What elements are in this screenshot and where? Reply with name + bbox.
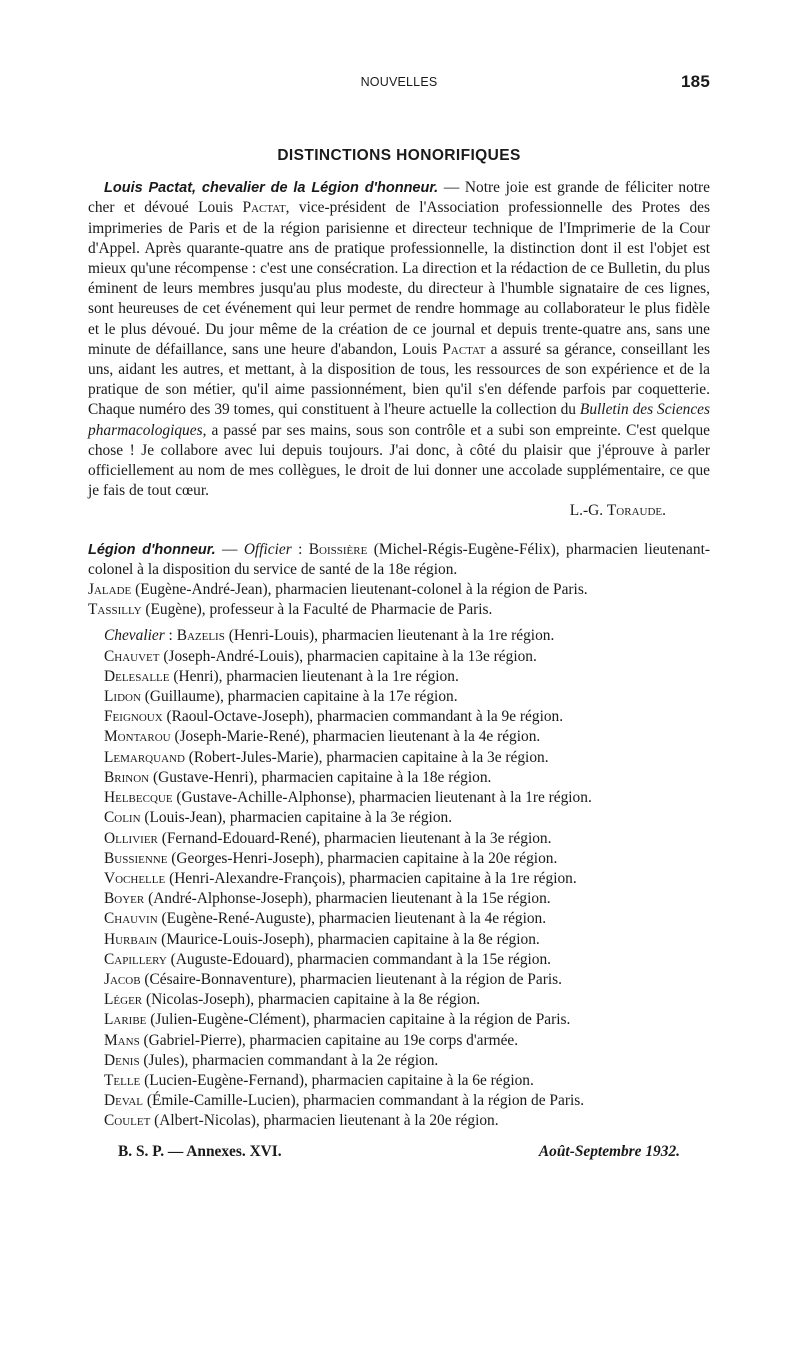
officier-label: Officier (243, 540, 292, 558)
article-text-2: , vice-président de l'Association professionnelle des Protes des imprimeries de Paris et de la région parisienne et directeur technique de l'Imprimerie de la Cour d'Appel. Après quarante-quatre ans de pratique professionnelle, la distinction dont il est l'objet est mieux qu'une récompense : c'est une consécration. La direction et la rédaction de ce Bulletin, du plus éminent de leurs membres jusqu'au plus modeste, du directeur à l'humble signataire de ces lignes, sont heureuses de cet événement qui leur permet de rendre hommage au collaborateur le plus fidèle et le plus dévoué. Du jour même de la création de ce journal et depuis trente-quatre ans, sans une minute de défaillance, sans une heure d'abandon, Louis (88, 199, 710, 358)
chevalier-rest: (André-Alphonse-Joseph), pharmacien lieutenant à la 15e région. (144, 890, 551, 908)
list-item (88, 869, 710, 889)
article-name-2: Pactat (442, 340, 486, 358)
list-item (88, 647, 710, 667)
list-item (88, 540, 710, 580)
chevalier-name: Vochelle (104, 869, 166, 887)
chevalier-rest: (Maurice-Louis-Joseph), pharmacien capitaine à la 8e région. (157, 930, 540, 948)
list-item (88, 909, 710, 929)
chevalier-name: Bazelis (176, 627, 225, 645)
chevalier-rest: (Joseph-Marie-René), pharmacien lieutenant à la 4e région. (170, 728, 541, 746)
chevalier-name: Boyer (104, 890, 145, 908)
chevalier-colon: : (164, 627, 177, 645)
chevalier-rest: (Louis-Jean), pharmacien capitaine à la 3e région. (140, 809, 453, 827)
list-item (88, 849, 710, 869)
list-item (88, 580, 710, 600)
chevalier-name: Colin (104, 809, 141, 827)
article-text-1: — Notre joie est grande de féliciter notre cher et dévoué Louis (88, 179, 710, 217)
page (88, 70, 710, 1164)
article-paragraph (88, 178, 710, 501)
chevalier-rest: (Gustave-Achille-Alphonse), pharmacien lieutenant à la 1re région. (172, 789, 592, 807)
chevalier-name: Ollivier (104, 829, 158, 847)
chevalier-name: Léger (104, 991, 143, 1009)
chevalier-rest: (Eugène-René-Auguste), pharmacien lieutenant à la 4e région. (157, 910, 547, 928)
list-item (88, 667, 710, 687)
chevalier-name: Denis (104, 1051, 140, 1069)
list-item (88, 808, 710, 828)
chevalier-rest: (Guillaume), pharmacien capitaine à la 17e région. (140, 688, 458, 706)
list-item (88, 707, 710, 727)
officier-name: Jalade (88, 581, 132, 599)
chevalier-name: Hurbain (104, 930, 158, 948)
officier-rest: (Eugène), professeur à la Faculté de Pharmacie de Paris. (141, 601, 493, 619)
footer-date: Août-Septembre 1932. (538, 1142, 680, 1160)
chevalier-rest: (Henri-Alexandre-François), pharmacien capitaine à la 1re région. (165, 869, 577, 887)
officier-list (88, 540, 710, 621)
chevalier-label: Chevalier (104, 627, 165, 645)
chevalier-name: Mans (104, 1031, 140, 1049)
list-item (88, 1111, 710, 1131)
officier-colon: : (291, 540, 309, 558)
page-number: 185 (681, 72, 710, 91)
list-item (88, 748, 710, 768)
chevalier-name: Brinon (104, 768, 150, 786)
officier-name: Tassilly (88, 601, 142, 619)
footer-reference: B. S. P. — Annexes. XVI. (118, 1142, 282, 1160)
section-title: DISTINCTIONS HONORIFIQUES (277, 147, 521, 164)
chevalier-rest: (Georges-Henri-Joseph), pharmacien capitaine à la 20e région. (167, 849, 558, 867)
chevalier-rest: (Robert-Jules-Marie), pharmacien capitaine à la 3e région. (184, 748, 549, 766)
list-item (88, 1031, 710, 1051)
chevalier-name: Montarou (104, 728, 171, 746)
chevalier-rest: (Gustave-Henri), pharmacien capitaine à la 18e région. (149, 768, 492, 786)
chevalier-name: Telle (104, 1071, 141, 1089)
journal-title: Bulletin des Sciences pharmacologiques (88, 401, 711, 439)
chevalier-name: Lemarquand (104, 748, 185, 766)
chevalier-rest: (Henri), pharmacien lieutenant à la 1re région. (169, 667, 459, 685)
list-item (88, 1071, 710, 1091)
officier-rest: (Eugène-André-Jean), pharmacien lieutenant-colonel à la région de Paris. (131, 581, 588, 599)
list-item (88, 687, 710, 707)
list-item (88, 600, 710, 620)
list-item (88, 990, 710, 1010)
list-item (88, 930, 710, 950)
list-item (88, 768, 710, 788)
chevalier-name: Lidon (104, 688, 141, 706)
chevalier-name: Chauvin (104, 910, 158, 928)
chevalier-name: Deval (104, 1092, 144, 1110)
chevalier-name: Bussienne (104, 849, 168, 867)
chevalier-rest: (Fernand-Edouard-René), pharmacien lieutenant à la 3e région. (157, 829, 552, 847)
chevalier-rest: (Lucien-Eugène-Fernand), pharmacien capitaine à la 6e région. (140, 1071, 534, 1089)
list-item (88, 788, 710, 808)
running-title: NOUVELLES (360, 75, 438, 89)
chevalier-rest: (Joseph-André-Louis), pharmacien capitaine à la 13e région. (159, 647, 537, 665)
chevalier-name: Feignoux (104, 708, 163, 726)
chevalier-rest: (Jules), pharmacien commandant à la 2e région. (139, 1051, 439, 1069)
legion-dash: — (215, 540, 244, 558)
list-item (88, 829, 710, 849)
chevalier-rest: (Auguste-Edouard), pharmacien commandant à la 15e région. (166, 950, 552, 968)
chevalier-rest: (Césaire-Bonnaventure), pharmacien lieutenant à la région de Paris. (140, 970, 562, 988)
chevalier-rest: (Julien-Eugène-Clément), pharmacien capitaine à la région de Paris. (146, 1011, 571, 1029)
chevalier-name: Helbecque (104, 789, 173, 807)
article-text-3: a assuré sa gérance, conseillant les uns, aidant les autres, et mettant, à la disposition de tous, les ressources de son expérience et de la pratique de son métier, qu'il aime passionnément, bien qu'il s'en défende parfois par coquetterie. Chaque numéro des 39 tomes, qui constituent à l'heure actuelle la collection du (88, 340, 710, 419)
officier-name: Boissière (308, 540, 368, 558)
chevalier-rest: (Henri-Louis), pharmacien lieutenant à la 1re région. (224, 627, 555, 645)
chevalier-name: Capillery (104, 950, 167, 968)
chevalier-rest: (Nicolas-Joseph), pharmacien capitaine à la 8e région. (142, 991, 481, 1009)
list-item (88, 626, 710, 646)
list-item (88, 889, 710, 909)
signature (88, 501, 710, 521)
list-item (88, 970, 710, 990)
signature-name: Toraude. (606, 502, 666, 520)
list-item (88, 727, 710, 747)
running-head (88, 70, 710, 94)
chevalier-rest: (Raoul-Octave-Joseph), pharmacien commandant à la 9e région. (162, 708, 564, 726)
chevalier-rest: (Albert-Nicolas), pharmacien lieutenant à la 20e région. (150, 1112, 499, 1130)
chevalier-rest: (Gabriel-Pierre), pharmacien capitaine au 19e corps d'armée. (139, 1031, 519, 1049)
signature-initials: L.-G. (569, 502, 607, 520)
chevalier-name: Delesalle (104, 667, 170, 685)
chevalier-rest: (Émile-Camille-Lucien), pharmacien commandant à la région de Paris. (143, 1092, 585, 1110)
page-footer (88, 1142, 710, 1164)
officier-rest: (Michel-Régis-Eugène-Félix), pharmacien lieutenant-colonel à la disposition du service de santé de la 18e région. (88, 540, 710, 578)
chevalier-name: Chauvet (104, 647, 160, 665)
legion-lead: Légion d'honneur. (88, 541, 216, 558)
chevalier-name: Coulet (104, 1112, 151, 1130)
chevalier-list (88, 626, 710, 1131)
list-item (88, 1051, 710, 1071)
chevalier-name: Laribe (104, 1011, 147, 1029)
article-name-1: Pactat (242, 199, 286, 217)
list-item (88, 1091, 710, 1111)
article-text-4: , a passé par ses mains, sous son contrôle et a subi son empreinte. C'est quelque chose ! Je collabore avec lui depuis toujours. J'ai donc, à côté du plaisir que j'éprouve à parler officiellement au nom de mes collègues, le droit de lui donner une accolade supplémentaire, ce que je fais de tout cœur. (88, 421, 710, 500)
list-item (88, 950, 710, 970)
chevalier-name: Jacob (104, 970, 141, 988)
list-item (88, 1010, 710, 1030)
article-lead: Louis Pactat, chevalier de la Légion d'honneur. (104, 180, 439, 197)
